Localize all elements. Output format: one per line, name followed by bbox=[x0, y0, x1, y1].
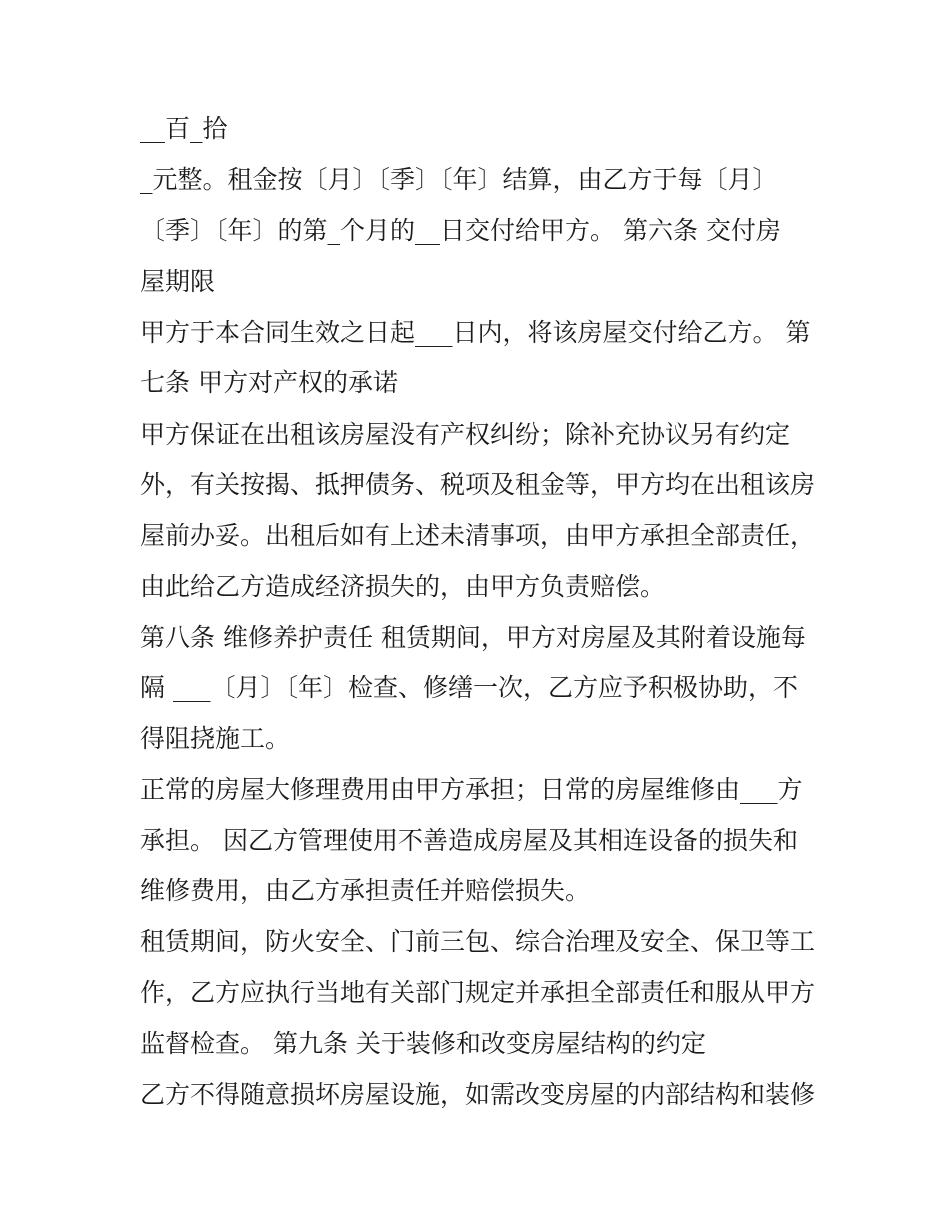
text-line: 由此给乙方造成经济损失的，由甲方负责赔偿。 bbox=[140, 572, 666, 601]
text-line: 隔 ___〔月〕〔年〕检查、修缮一次，乙方应予积极协助，不 bbox=[140, 673, 798, 702]
text-line: 乙方不得随意损坏房屋设施，如需改变房屋的内部结构和装修 bbox=[140, 1080, 816, 1109]
text-line: 作，乙方应执行当地有关部门规定并承担全部责任和服从甲方 bbox=[140, 978, 816, 1007]
text-line: 监督检查。 第九条 关于装修和改变房屋结构的约定 bbox=[140, 1029, 706, 1058]
text-line: 屋前办妥。出租后如有上述未清事项，由甲方承担全部责任， bbox=[140, 521, 816, 550]
text-line: 〔季〕〔年〕的第_个月的__日交付给甲方。 第六条 交付房 bbox=[140, 216, 781, 245]
text-line: 甲方于本合同生效之日起___日内，将该房屋交付给乙方。 第 bbox=[140, 318, 811, 347]
text-line: 正常的房屋大修理费用由甲方承担；日常的房屋维修由___方 bbox=[140, 775, 803, 804]
text-line: __百_拾 bbox=[140, 114, 228, 143]
text-line: 租赁期间，防火安全、门前三包、综合治理及安全、保卫等工 bbox=[140, 927, 816, 956]
text-line: 得阻挠施工。 bbox=[140, 724, 291, 753]
text-line: 第八条 维修养护责任 租赁期间，甲方对房屋及其附着设施每 bbox=[140, 623, 806, 652]
text-line: 外，有关按揭、抵押债务、税项及租金等，甲方均在出租该房 bbox=[140, 470, 816, 499]
text-line: 承担。 因乙方管理使用不善造成房屋及其相连设备的损失和 bbox=[140, 826, 798, 855]
text-line: 七条 甲方对产权的承诺 bbox=[140, 368, 398, 397]
text-line: 维修费用，由乙方承担责任并赔偿损失。 bbox=[140, 876, 591, 905]
text-line: _元整。租金按〔月〕〔季〕〔年〕结算，由乙方于每〔月〕 bbox=[140, 165, 778, 194]
text-line: 甲方保证在出租该房屋没有产权纠纷；除补充协议另有约定 bbox=[140, 420, 791, 449]
text-line: 屋期限 bbox=[140, 267, 216, 296]
